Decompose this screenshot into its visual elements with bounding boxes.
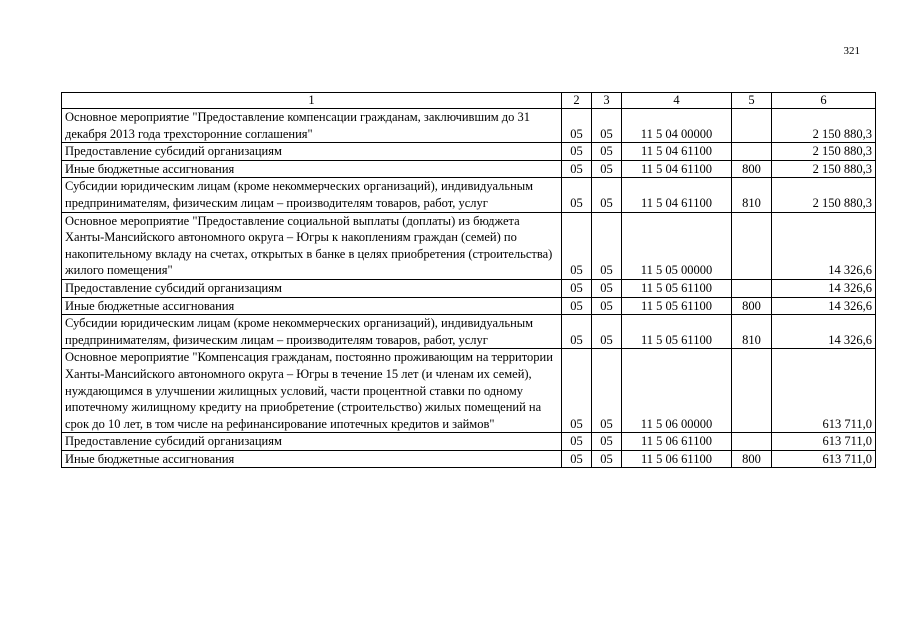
section-code: 05 (562, 109, 592, 143)
expense-type-code: 810 (732, 315, 772, 349)
target-article-code: 11 5 04 61100 (622, 160, 732, 178)
amount: 2 150 880,3 (772, 178, 876, 212)
column-header: 2 (562, 93, 592, 109)
section-code: 05 (562, 160, 592, 178)
section-code: 05 (562, 450, 592, 468)
expense-type-code (732, 212, 772, 279)
column-header: 5 (732, 93, 772, 109)
amount: 2 150 880,3 (772, 160, 876, 178)
subsection-code: 05 (592, 433, 622, 451)
table-row (62, 178, 876, 212)
section-code: 05 (562, 349, 592, 433)
subsection-code: 05 (592, 143, 622, 161)
amount: 14 326,6 (772, 212, 876, 279)
item-name: Предоставление субсидий организациям (62, 279, 562, 297)
header-row (62, 93, 876, 109)
expense-type-code: 800 (732, 450, 772, 468)
target-article-code: 11 5 05 00000 (622, 212, 732, 279)
table-row (62, 450, 876, 468)
table-row (62, 143, 876, 161)
column-header: 3 (592, 93, 622, 109)
section-code: 05 (562, 212, 592, 279)
table-row (62, 279, 876, 297)
subsection-code: 05 (592, 212, 622, 279)
target-article-code: 11 5 05 61100 (622, 297, 732, 315)
subsection-code: 05 (592, 279, 622, 297)
amount: 613 711,0 (772, 349, 876, 433)
item-name: Основное мероприятие "Компенсация гражданам, постоянно проживающим на территории Ханты-Мансийского автономного округа – Югры в течение 15 лет (и членам их семей), нуждающимся в улучшении жилищных условий, части процентной ставки по одному ипотечному жилищному кредиту на приобретение (строительство) жилых помещений на срок до 10 лет, в том числе на рефинансирование ипотечных кредитов и займов" (62, 349, 562, 433)
table-row (62, 160, 876, 178)
target-article-code: 11 5 04 61100 (622, 143, 732, 161)
section-code: 05 (562, 178, 592, 212)
item-name: Субсидии юридическим лицам (кроме некоммерческих организаций), индивидуальным предпринимателям, физическим лицам – производителям товаров, работ, услуг (62, 178, 562, 212)
section-code: 05 (562, 143, 592, 161)
target-article-code: 11 5 06 61100 (622, 433, 732, 451)
item-name: Предоставление субсидий организациям (62, 433, 562, 451)
amount: 14 326,6 (772, 297, 876, 315)
item-name: Иные бюджетные ассигнования (62, 450, 562, 468)
subsection-code: 05 (592, 450, 622, 468)
column-header: 1 (62, 93, 562, 109)
item-name: Основное мероприятие "Предоставление социальной выплаты (доплаты) из бюджета Ханты-Мансийского автономного округа – Югры к накоплениям граждан (семей) по накопительному вкладу на счетах, открытых в банке в целях приобретения (строительства) жилого помещения" (62, 212, 562, 279)
table-row (62, 349, 876, 433)
subsection-code: 05 (592, 315, 622, 349)
item-name: Иные бюджетные ассигнования (62, 160, 562, 178)
target-article-code: 11 5 04 61100 (622, 178, 732, 212)
amount: 2 150 880,3 (772, 109, 876, 143)
target-article-code: 11 5 06 00000 (622, 349, 732, 433)
section-code: 05 (562, 433, 592, 451)
budget-table (61, 92, 876, 468)
subsection-code: 05 (592, 109, 622, 143)
amount: 613 711,0 (772, 450, 876, 468)
table-row (62, 109, 876, 143)
expense-type-code: 800 (732, 160, 772, 178)
section-code: 05 (562, 279, 592, 297)
table-row (62, 315, 876, 349)
expense-type-code (732, 433, 772, 451)
expense-type-code (732, 349, 772, 433)
expense-type-code: 800 (732, 297, 772, 315)
section-code: 05 (562, 315, 592, 349)
amount: 2 150 880,3 (772, 143, 876, 161)
target-article-code: 11 5 06 61100 (622, 450, 732, 468)
target-article-code: 11 5 05 61100 (622, 315, 732, 349)
target-article-code: 11 5 04 00000 (622, 109, 732, 143)
table-row (62, 297, 876, 315)
expense-type-code: 810 (732, 178, 772, 212)
item-name: Иные бюджетные ассигнования (62, 297, 562, 315)
target-article-code: 11 5 05 61100 (622, 279, 732, 297)
amount: 613 711,0 (772, 433, 876, 451)
subsection-code: 05 (592, 297, 622, 315)
amount: 14 326,6 (772, 279, 876, 297)
item-name: Предоставление субсидий организациям (62, 143, 562, 161)
column-header: 6 (772, 93, 876, 109)
table-body (62, 109, 876, 468)
item-name: Субсидии юридическим лицам (кроме некоммерческих организаций), индивидуальным предпринимателям, физическим лицам – производителям товаров, работ, услуг (62, 315, 562, 349)
expense-type-code (732, 109, 772, 143)
subsection-code: 05 (592, 160, 622, 178)
expense-type-code (732, 279, 772, 297)
table-row (62, 433, 876, 451)
item-name: Основное мероприятие "Предоставление компенсации гражданам, заключившим до 31 декабря 2013 года трехсторонние соглашения" (62, 109, 562, 143)
page-number: 321 (843, 45, 860, 57)
subsection-code: 05 (592, 178, 622, 212)
section-code: 05 (562, 297, 592, 315)
amount: 14 326,6 (772, 315, 876, 349)
table-row (62, 212, 876, 279)
expense-type-code (732, 143, 772, 161)
subsection-code: 05 (592, 349, 622, 433)
column-header: 4 (622, 93, 732, 109)
